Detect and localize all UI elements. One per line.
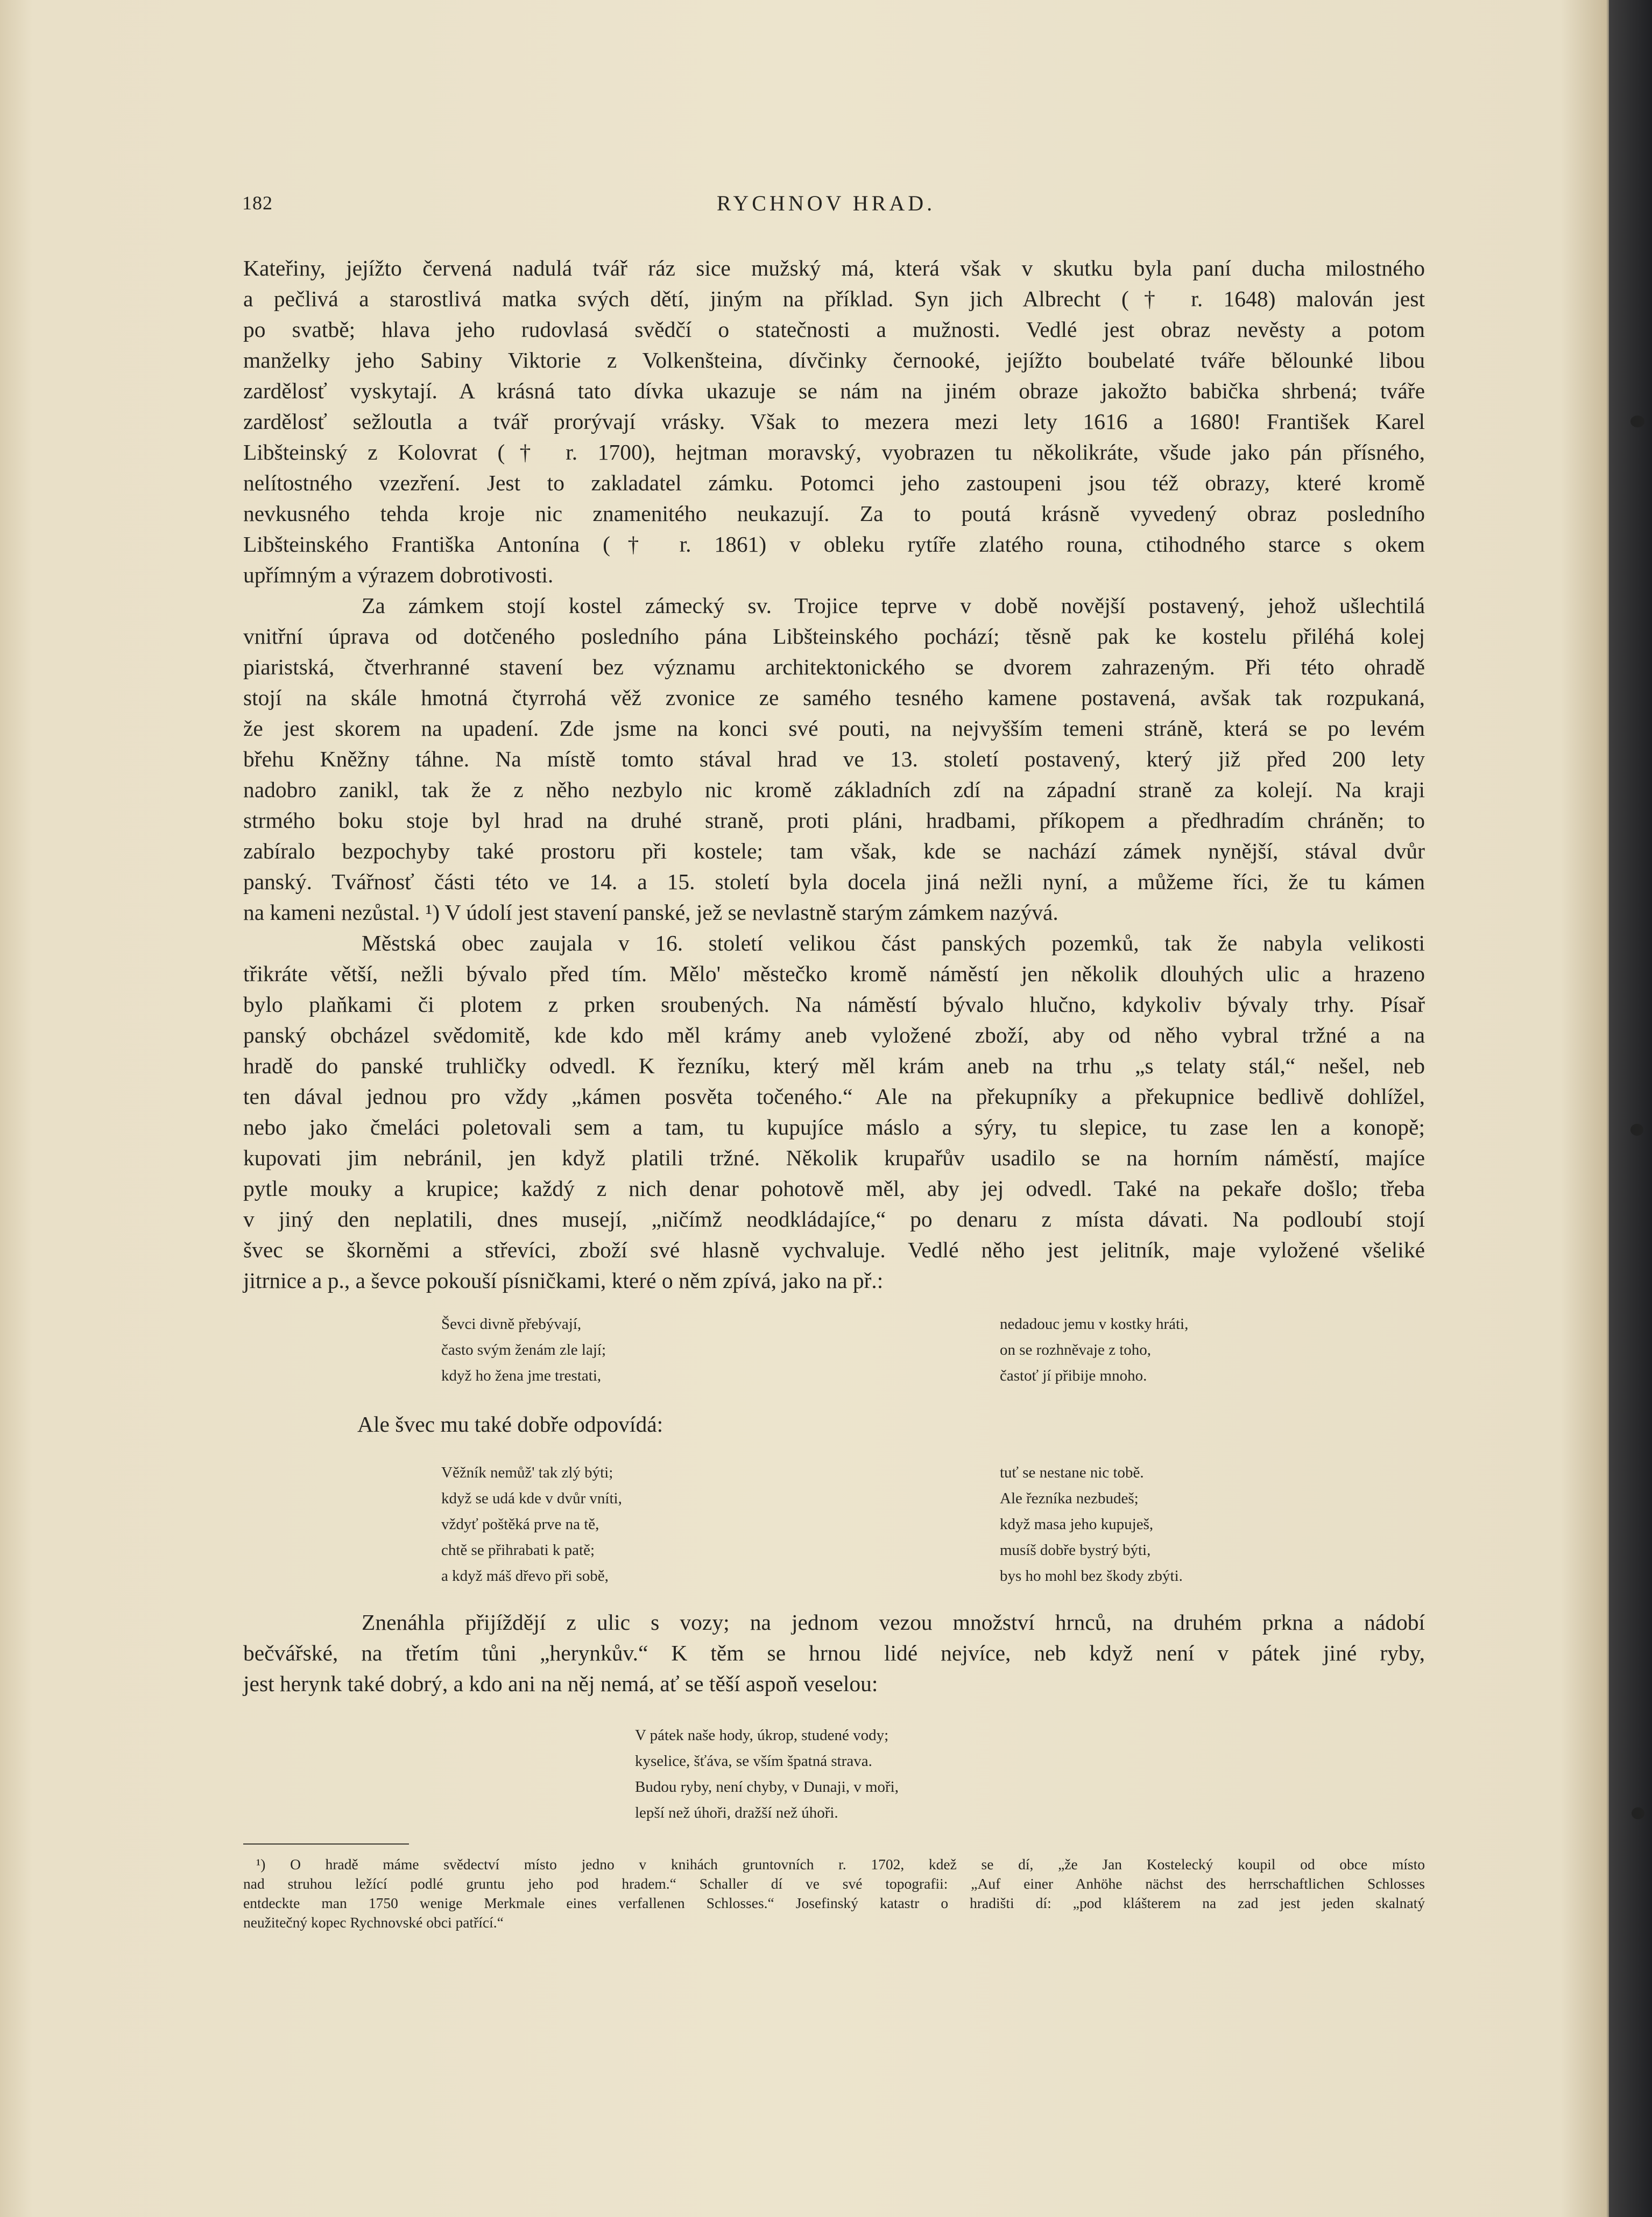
text-line: manželky jeho Sabiny Viktorie z Volkenšteina, dívčinky černooké, jejížto boubelaté tváře bělounké libou (243, 348, 1425, 372)
verse-1-left (441, 1311, 606, 1389)
verse-2-left (441, 1460, 622, 1589)
text-line: v jiný den neplatili, dnes musejí, „ničímž neodkládajíce,“ po denaru z místa dávati. Na podloubí stojí (243, 1207, 1425, 1231)
footnote-rule (243, 1843, 409, 1845)
verse-line: on se rozhněvaje z toho, (1000, 1341, 1152, 1359)
footnote-line: ¹) O hradě máme svědectví místo jedno v knihách gruntovních r. 1702, kdež se dí, „že Jan Kostelecký koupil od obce místo (256, 1856, 1425, 1873)
text-line: stojí na skále hmotná čtyrrohá věž zvonice ze samého tesného kamene postavená, avšak tak rozpukaná, (243, 685, 1425, 710)
text-line: ten dával jednou pro vždy „kámen posvěta točeného.“ Ale na překupníky a překupnice bedlivě dohlížel, (243, 1084, 1425, 1109)
text-line: že jest skorem na upadení. Zde jsme na konci své pouti, na nejvyšším temeni stráně, která se po levém (243, 716, 1425, 741)
verse-line: kyselice, šťáva, se vším špatná strava. (635, 1753, 872, 1770)
text-line: švec se škorněmi a střevíci, zboží své hlasně vychvaluje. Vedlé něho jest jelitník, maje vyložené všeliké (243, 1237, 1425, 1262)
paragraph-5 (243, 1607, 1425, 1699)
text-line: třikráte větší, nežli bývalo před tím. Mělo' městečko kromě náměstí jen několik dlouhých ulic a hrazeno (243, 961, 1425, 986)
verse-line: bys ho mohl bez škody zbýti. (1000, 1567, 1183, 1585)
text-line: kupovati jim nebránil, jen když platili tržné. Několik krupařův usadilo se na horním náměstí, majíce (243, 1145, 1425, 1170)
text-line: jitrnice a p., a ševce pokouší písničkami, které o něm zpívá, jako na př.: (243, 1268, 884, 1293)
running-title: RYCHNOV HRAD. (716, 191, 936, 215)
verse-line: častoť jí přibije mnoho. (1000, 1367, 1147, 1384)
text-line: nadobro zanikl, tak že z něho nezbylo nic kromě základních zdí na západní straně za kolejí. Na kraji (243, 777, 1425, 802)
text-line: nelítostného vzezření. Jest to zakladatel zámku. Potomci jeho zastoupeni jsou též obrazy, které kromě (243, 470, 1425, 495)
text-line: bylo plaňkami či plotem z prken sroubených. Na náměstí bývalo hlučno, kdykoliv bývaly trhy. Písař (243, 992, 1425, 1017)
verse-line: lepší než úhoři, dražší než úhoři. (635, 1804, 838, 1821)
text-line: upřímným a výrazem dobrotivosti. (243, 562, 554, 587)
text-line: nebo jako čmeláci poletovali sem a tam, tu kupujíce máslo a sýry, tu slepice, tu zase len a konopě; (243, 1115, 1425, 1139)
verse-line: musíš dobře bystrý býti, (1000, 1542, 1151, 1559)
text-line: bečvářské, na třetím tůni „herynkův.“ K těm se hrnou lidé nejvíce, neb když není v pátek jiné ryby, (243, 1641, 1425, 1665)
page-number: 182 (242, 192, 273, 214)
text-line: zardělosť vyskytají. A krásná tato dívka ukazuje se nám na jiném obraze jakožto babička shrbená; tváře (243, 378, 1425, 403)
footnote-line: neužitečný kopec Rychnovské obci patřící.“ (243, 1914, 504, 1931)
verse-line: nedadouc jemu v kostky hráti, (1000, 1315, 1189, 1333)
text-line: a pečlivá a starostlivá matka svých dětí, jiným na příklad. Syn jich Albrecht († r. 1648) malován jest (243, 286, 1425, 311)
text-line: pytle mouky a krupice; každý z nich denar pohotově měl, aby jej odvedl. Také na pekaře došlo; třeba (243, 1176, 1425, 1201)
verse-line: Ševci divně přebývají, (441, 1315, 582, 1333)
verse-line: Budou ryby, není chyby, v Dunaji, v moři, (635, 1778, 899, 1796)
text-line: vnitřní úprava od dotčeného posledního pána Libšteinského pochází; těsně pak ke kostelu přiléhá kolej (243, 624, 1425, 649)
verse-line: často svým ženám zle lají; (441, 1341, 606, 1359)
verse-intro: Ale švec mu také dobře odpovídá: (357, 1412, 663, 1437)
text-line: panský obcházel svědomitě, kde kdo měl krámy aneb vyložené zboží, aby od něho vybral tržné a na (243, 1023, 1425, 1047)
verse-line: když masa jeho kupuješ, (1000, 1516, 1154, 1533)
paragraph-1 (243, 253, 1425, 590)
text-line: piaristská, čtverhranné stavení bez významu architektonického se dvorem zahrazeným. Při této ohradě (243, 654, 1425, 679)
text-line: po svatbě; hlava jeho rudovlasá svědčí o statečnosti a mužnosti. Vedlé jest obraz nevěsty a potom (243, 317, 1425, 342)
footnote (243, 1855, 1425, 1932)
text-line: Libšteinský z Kolovrat († r. 1700), hejtman moravský, vyobrazen tu několikráte, všude jako pán přísného, (243, 440, 1425, 464)
text-line: zabíralo bezpochyby také prostoru při kostele; tam však, kde se nachází zámek nynější, stával dvůr (243, 839, 1425, 863)
verse-line: Věžník nemůž' tak zlý býti; (441, 1464, 613, 1481)
text-line: Městská obec zaujala v 16. století velikou část panských pozemků, tak že nabyla velikosti (362, 931, 1425, 955)
text-line: nevkusného tehda kroje nic znamenitého neukazují. Za to poutá krásně vyvedený obraz posledního (243, 501, 1425, 526)
paragraph-3 (243, 928, 1425, 1296)
text-line: na kameni nezůstal. ¹) V údolí jest stavení panské, jež se nevlastně starým zámkem nazývá. (243, 900, 1058, 925)
verse-line: vždyť poštěká prve na tě, (441, 1516, 599, 1533)
text-line: Libšteinského Františka Antonína († r. 1861) v obleku rytíře zlatého rouna, ctihodného starce s okem (243, 532, 1425, 557)
text-line: Kateřiny, jejížto červená nadulá tvář ráz sice mužský má, která však v skutku byla paní ducha milostného (243, 256, 1425, 280)
verse-line: Ale řezníka nezbudeš; (1000, 1490, 1139, 1507)
verse-line: V pátek naše hody, úkrop, studené vody; (635, 1727, 889, 1744)
verse-line: když se udá kde v dvůr vníti, (441, 1490, 622, 1507)
text-line: strmého boku stoje byl hrad na druhé straně, proti pláni, hradbami, příkopem a předhradím chráněn; to (243, 808, 1425, 833)
verse-line: když ho žena jme trestati, (441, 1367, 602, 1384)
footnote-line: entdeckte man 1750 wenige Merkmale eines verfallenen Schlosses.“ Josefinský katastr o hradišti dí: „pod klášterem na zad jest jeden skalnatý (243, 1895, 1425, 1911)
text-line: Za zámkem stojí kostel zámecký sv. Trojice teprve v době novější postavený, jehož ušlechtilá (362, 593, 1425, 618)
verse-line: tuť se nestane nic tobě. (1000, 1464, 1144, 1481)
verse-line: a když máš dřevo při sobě, (441, 1567, 609, 1585)
text-line: břehu Kněžny táhne. Na místě tomto stával hrad ve 13. století postavený, který již před 200 lety (243, 747, 1425, 771)
verse-line: chtě se přihrabati k patě; (441, 1542, 595, 1559)
footnote-line: nad struhou ležící podlé gruntu jeho pod hradem.“ Schaller dí ve své topografii: „Auf einer Anhöhe nächst des herrschaftlichen Schlosses (243, 1875, 1425, 1892)
text-line: jest herynk také dobrý, a kdo ani na něj nemá, ať se těší aspoň veselou: (243, 1671, 878, 1696)
verse-3 (635, 1722, 899, 1826)
paragraph-2 (243, 590, 1425, 928)
verse-1-right (1000, 1311, 1188, 1389)
text-line: panský. Tvářnosť části této ve 14. a 15. století byla docela jiná nežli nyní, a můžeme říci, že tu kámen (243, 869, 1425, 894)
text-line: hradě do panské truhličky odvedl. K řezníku, který měl krám aneb na trhu „s telaty stál,“ nešel, neb (243, 1053, 1425, 1078)
text-line: zardělosť sežloutla a tvář prorývají vrásky. Však to mezera mezi lety 1616 a 1680! František Karel (243, 409, 1425, 434)
verse-2-right (1000, 1460, 1183, 1589)
body-text (243, 253, 1425, 1296)
text-line: Znenáhla přijíždějí z ulic s vozy; na jednom vezou množství hrnců, na druhém prkna a nádobí (362, 1610, 1425, 1635)
